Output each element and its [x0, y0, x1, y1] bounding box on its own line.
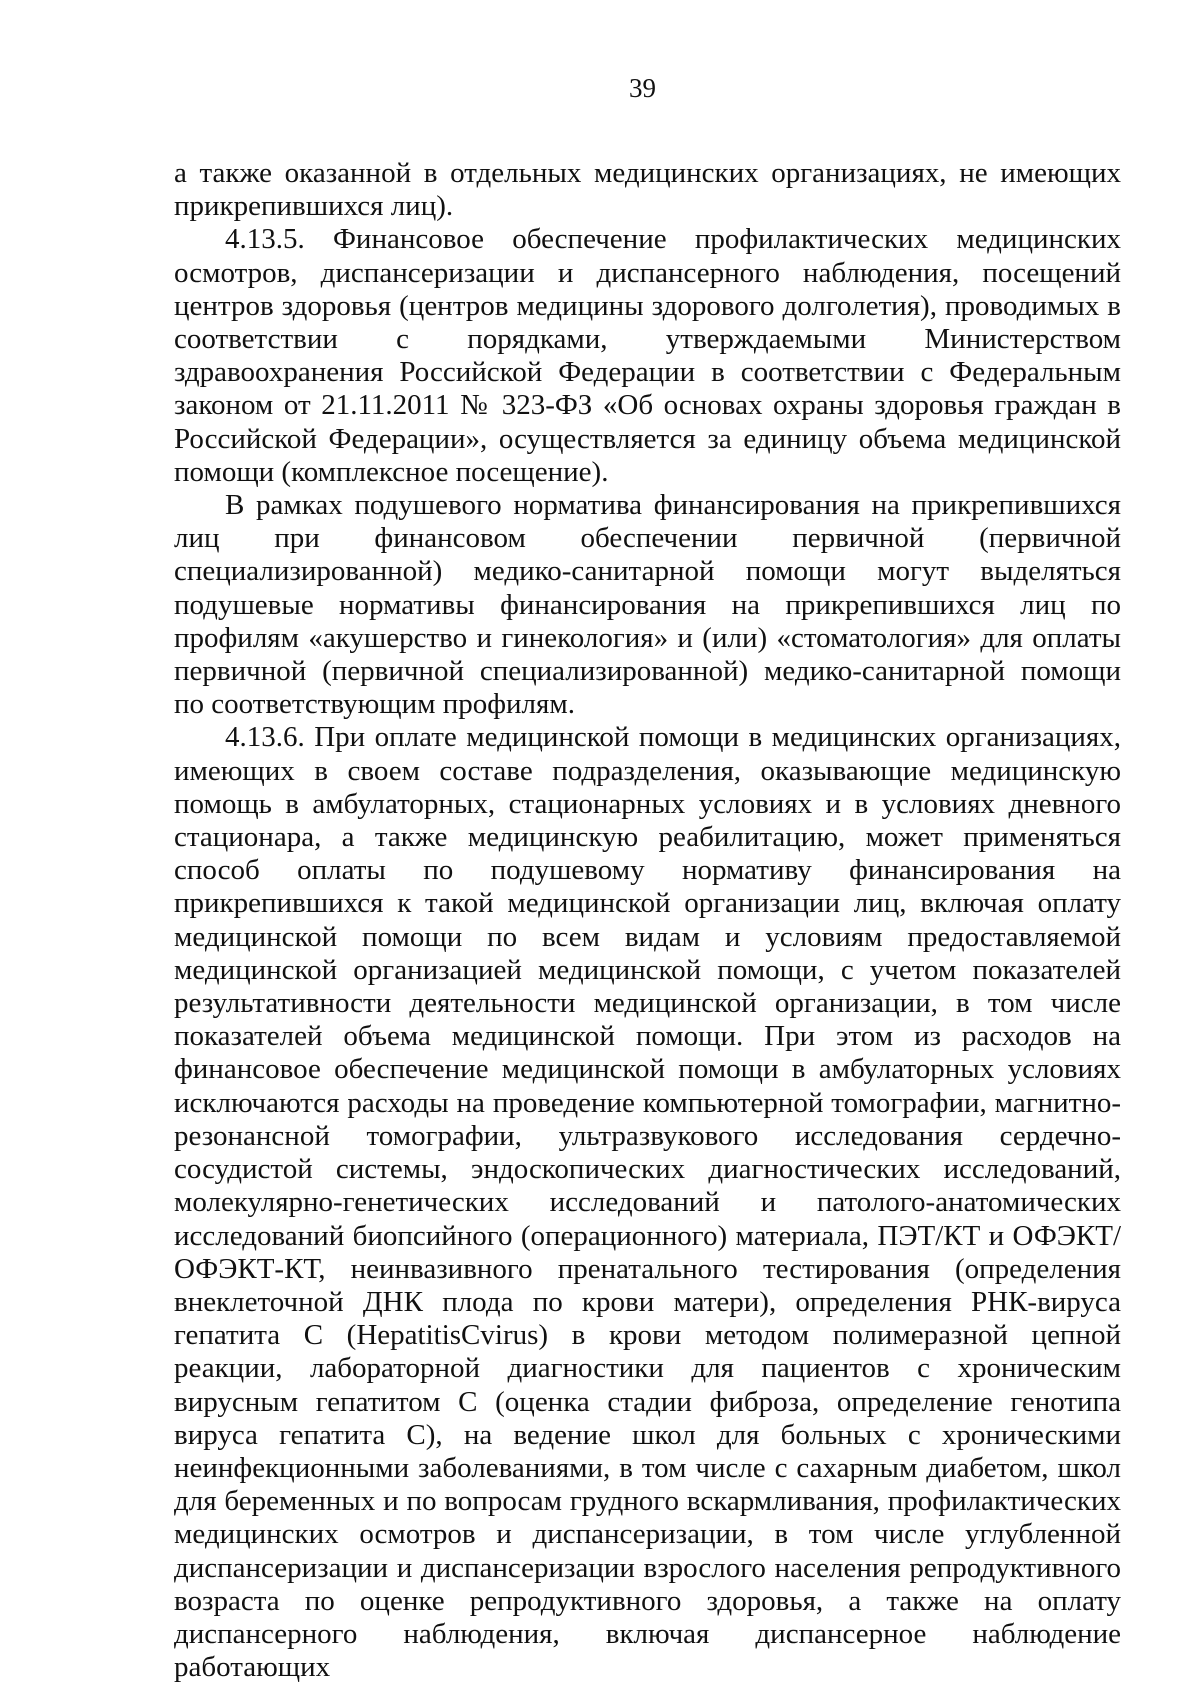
page-number: 39: [629, 73, 656, 103]
document-body: [174, 157, 1121, 1684]
paragraph-4-13-5: 4.13.5. Финансовое обеспечение профилактических медицинских осмотров, диспансеризации и диспансерного наблюдения, посещений центров здоровья (центров медицины здорового долголетия), проводимых в соответствии с порядками, утверждаемыми Министерством здравоохранения Российской Федерации в соответствии с Федеральным законом от 21.11.2011 № 323-ФЗ «Об основах охраны здоровья граждан в Российской Федерации», осуществляется за единицу объема медицинской помощи (комплексное посещение).: [174, 223, 1121, 488]
paragraph-continuation: а также оказанной в отдельных медицинских организациях, не имеющих прикрепившихся лиц).: [174, 157, 1121, 223]
paragraph-per-capita-standards: В рамках подушевого норматива финансирования на прикрепившихся лиц при финансовом обеспечении первичной (первичной специализированной) медико-санитарной помощи могут выделяться подушевые нормативы финансирования на прикрепившихся лиц по профилям «акушерство и гинекология» и (или) «стоматология» для оплаты первичной (первичной специализированной) медико-санитарной помощи по соответствующим профилям.: [174, 489, 1121, 721]
paragraph-4-13-6: 4.13.6. При оплате медицинской помощи в медицинских организациях, имеющих в своем составе подразделения, оказывающие медицинскую помощь в амбулаторных, стационарных условиях и в условиях дневного стационара, а также медицинскую реабилитацию, может применяться способ оплаты по подушевому нормативу финансирования на прикрепившихся к такой медицинской организации лиц, включая оплату медицинской помощи по всем видам и условиям предоставляемой медицинской организацией медицинской помощи, с учетом показателей результативности деятельности медицинской организации, в том числе показателей объема медицинской помощи. При этом из расходов на финансовое обеспечение медицинской помощи в амбулаторных условиях исключаются расходы на проведение компьютерной томографии, магнитно-резонансной томографии, ультразвукового исследования сердечно-сосудистой системы, эндоскопических диагностических исследований, молекулярно-генетических исследований и патолого-анатомических исследований биопсийного (операционного) материала, ПЭТ/КТ и ОФЭКТ/ОФЭКТ-КТ, неинвазивного пренатального тестирования (определения внеклеточной ДНК плода по крови матери), определения РНК-вируса гепатита С (HepatitisCvirus) в крови методом полимеразной цепной реакции, лабораторной диагностики для пациентов с хроническим вирусным гепатитом С (оценка стадии фиброза, определение генотипа вируса гепатита С), на ведение школ для больных с хроническими неинфекционными заболеваниями, в том числе с сахарным диабетом, школ для беременных и по вопросам грудного вскармливания, профилактических медицинских осмотров и диспансеризации, в том числе углубленной диспансеризации и диспансеризации взрослого населения репродуктивного возраста по оценке репродуктивного здоровья, а также на оплату диспансерного наблюдения, включая диспансерное наблюдение работающих: [174, 721, 1121, 1684]
